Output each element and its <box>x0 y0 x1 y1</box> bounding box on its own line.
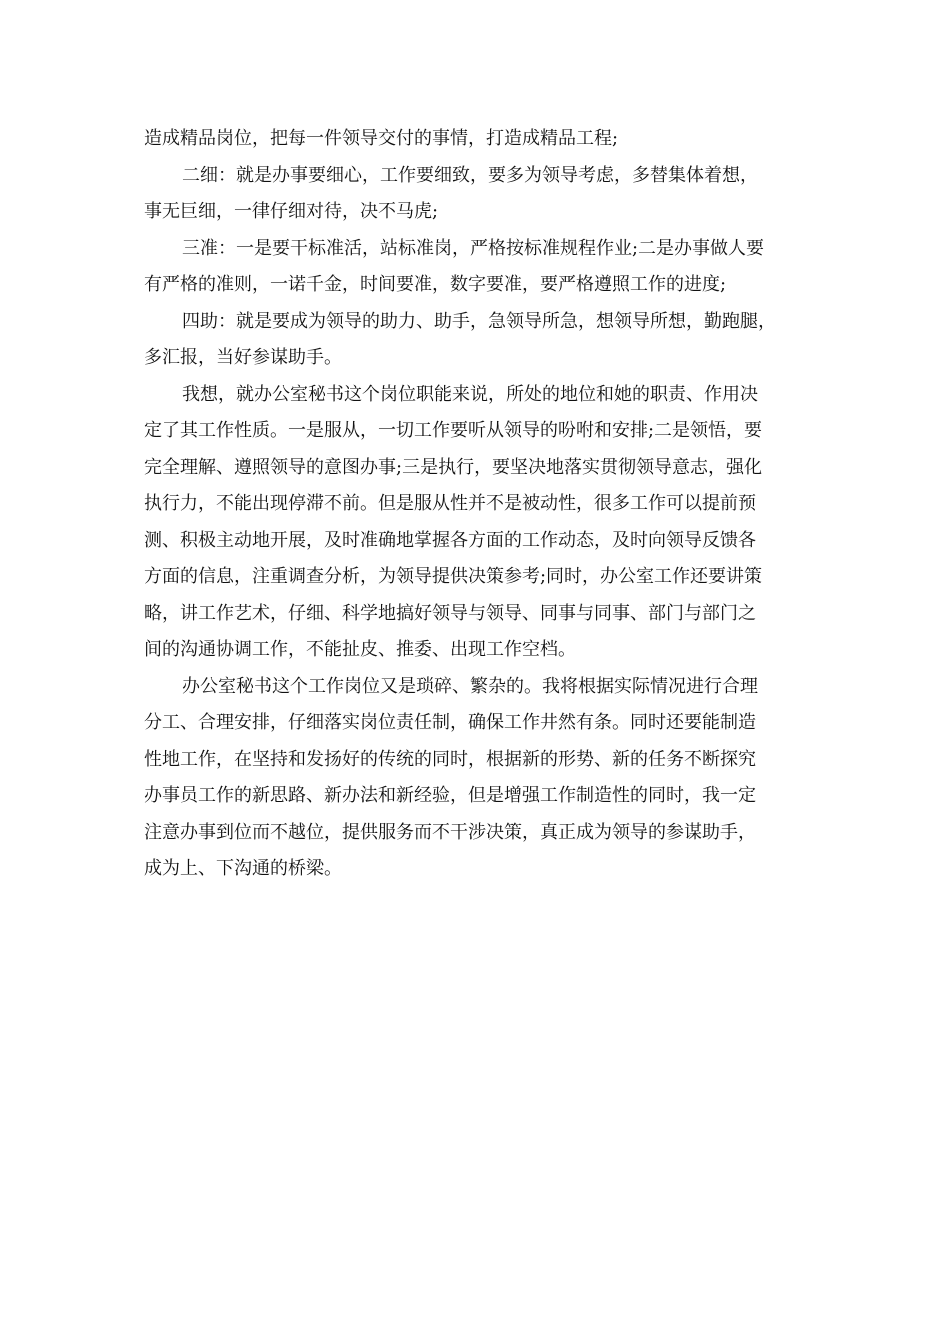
text-line: 三准：一是要干标准活，站标准岗，严格按标准规程作业;二是办事做人要 <box>182 237 765 259</box>
text-line: 略，讲工作艺术，仔细、科学地搞好领导与领导、同事与同事、部门与部门之 <box>144 602 756 624</box>
text-line: 二细：就是办事要细心，工作要细致，要多为领导考虑，多替集体着想， <box>182 164 758 186</box>
text-line: 办事员工作的新思路、新办法和新经验，但是增强工作制造性的同时，我一定 <box>144 785 756 806</box>
text-line: 四助：就是要成为领导的助力、助手，急领导所急，想领导所想，勤跑腿， <box>182 310 776 332</box>
text-line: 完全理解、遵照领导的意图办事;三是执行，要坚决地落实贯彻领导意志，强化 <box>144 456 763 478</box>
text-line: 我想，就办公室秘书这个岗位职能来说，所处的地位和她的职责、作用决 <box>182 383 758 405</box>
text-line: 有严格的准则，一诺千金，时间要准，数字要准，要严格遵照工作的进度; <box>144 274 727 295</box>
text-line: 办公室秘书这个工作岗位又是琐碎、繁杂的。我将根据实际情况进行合理 <box>182 675 758 697</box>
text-line: 定了其工作性质。一是服从，一切工作要听从领导的吩咐和安排;二是领悟，要 <box>144 420 763 441</box>
text-line: 成为上、下沟通的桥梁。 <box>144 858 342 879</box>
document-body <box>144 121 812 888</box>
text-line: 注意办事到位而不越位，提供服务而不干涉决策，真正成为领导的参谋助手， <box>144 821 756 843</box>
text-line: 多汇报，当好参谋助手。 <box>144 347 342 368</box>
text-line: 测、积极主动地开展，及时准确地掌握各方面的工作动态，及时向领导反馈各 <box>144 529 756 551</box>
text-line: 间的沟通协调工作，不能扯皮、推委、出现工作空档。 <box>144 639 576 660</box>
text-line: 事无巨细，一律仔细对待，决不马虎; <box>144 201 439 222</box>
text-line: 执行力，不能出现停滞不前。但是服从性并不是被动性，很多工作可以提前预 <box>144 493 756 514</box>
text-line: 方面的信息，注重调查分析，为领导提供决策参考;同时，办公室工作还要讲策 <box>144 566 763 587</box>
text-line: 造成精品岗位，把每一件领导交付的事情，打造成精品工程; <box>144 128 619 149</box>
text-line: 分工、合理安排，仔细落实岗位责任制，确保工作井然有条。同时还要能制造 <box>144 712 756 733</box>
text-line: 性地工作，在坚持和发扬好的传统的同时，根据新的形势、新的任务不断探究 <box>144 748 756 770</box>
